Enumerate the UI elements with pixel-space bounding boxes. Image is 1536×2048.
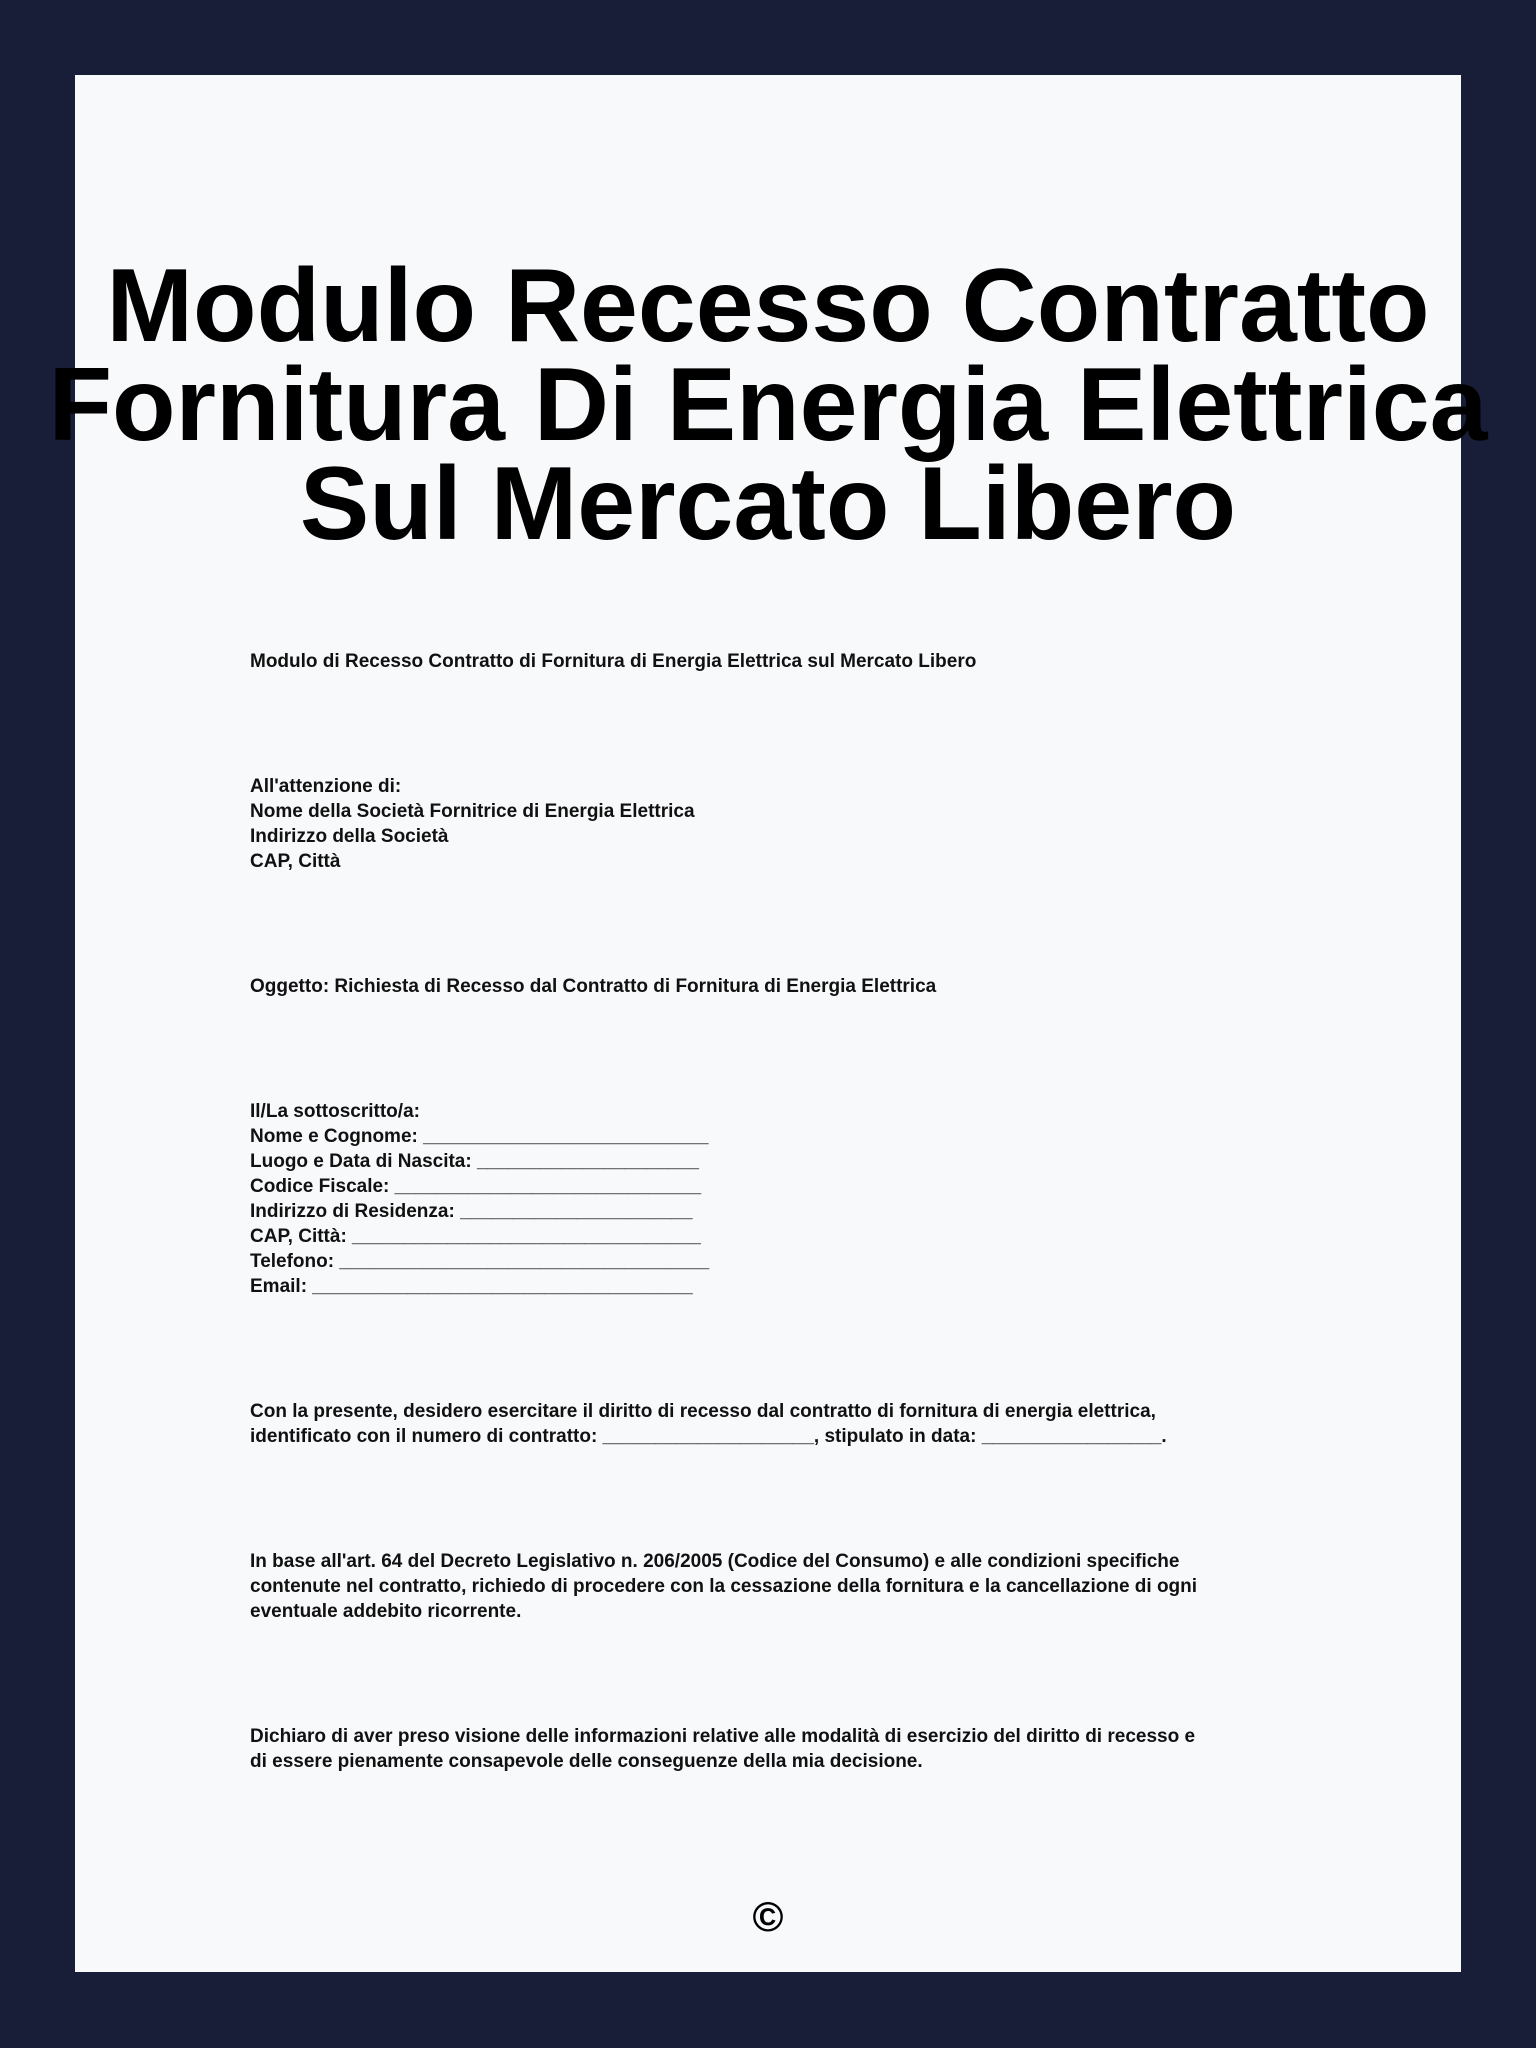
paragraph2-line-3: eventuale addebito ricorrente.: [250, 1601, 522, 1622]
title-line-1: Modulo Recesso Contratto: [106, 248, 1430, 364]
document-title: [35, 248, 1501, 562]
phone-field: Telefono: ___________________________________: [250, 1251, 710, 1272]
subtitle-text: Modulo di Recesso Contratto di Fornitura di Energia Elettrica sul Mercato Libero: [250, 651, 977, 672]
recipient-line-2: Nome della Società Fornitrice di Energia Elettrica: [250, 801, 695, 822]
birth-field: Luogo e Data di Nascita: _____________________: [250, 1151, 699, 1172]
title-line-3: Sul Mercato Libero: [299, 446, 1237, 562]
recipient-line-3: Indirizzo della Società: [250, 826, 449, 847]
subject-line: [250, 974, 1330, 999]
signer-intro: Il/La sottoscritto/a:: [250, 1101, 420, 1122]
document-page: [48, 75, 1488, 1972]
recipient-block: [250, 774, 1330, 874]
paragraph3-line-2: di essere pienamente consapevole delle conseguenze della mia decisione.: [250, 1751, 923, 1772]
legal-basis-paragraph: [250, 1549, 1330, 1624]
recipient-line-4: CAP, Città: [250, 851, 341, 872]
tax-code-field: Codice Fiscale: _____________________________: [250, 1176, 702, 1197]
document-subtitle: [250, 649, 1330, 674]
subject-text: Oggetto: Richiesta di Recesso dal Contratto di Fornitura di Energia Elettrica: [250, 976, 937, 997]
paragraph1-line-1: Con la presente, desidero esercitare il diritto di recesso dal contratto di fornitura di energia elettrica,: [250, 1401, 1156, 1422]
email-field: Email: ____________________________________: [250, 1276, 693, 1297]
recipient-line-1: All'attenzione di:: [250, 776, 402, 797]
address-field: Indirizzo di Residenza: ______________________: [250, 1201, 693, 1222]
title-line-2: Fornitura Di Energia Elettrica: [48, 347, 1488, 463]
paragraph3-line-1: Dichiaro di aver preso visione delle informazioni relative alle modalità di esercizio del diritto di recesso e: [250, 1726, 1196, 1747]
signer-block: [250, 1099, 1330, 1299]
paragraph2-line-2: contenute nel contratto, richiedo di procedere con la cessazione della fornitura e la cancellazione di ogni: [250, 1576, 1198, 1597]
withdrawal-paragraph: [250, 1399, 1330, 1449]
cap-city-field: CAP, Città: _________________________________: [250, 1226, 701, 1247]
declaration-paragraph: [250, 1724, 1330, 1774]
copyright-icon: ©: [752, 1893, 784, 1940]
paragraph1-line-2: identificato con il numero di contratto: ____________________, stipulato in data: _________________.: [250, 1426, 1167, 1447]
paragraph2-line-1: In base all'art. 64 del Decreto Legislativo n. 206/2005 (Codice del Consumo) e alle condizioni specifiche: [250, 1551, 1180, 1572]
name-field: Nome e Cognome: ___________________________: [250, 1126, 709, 1147]
